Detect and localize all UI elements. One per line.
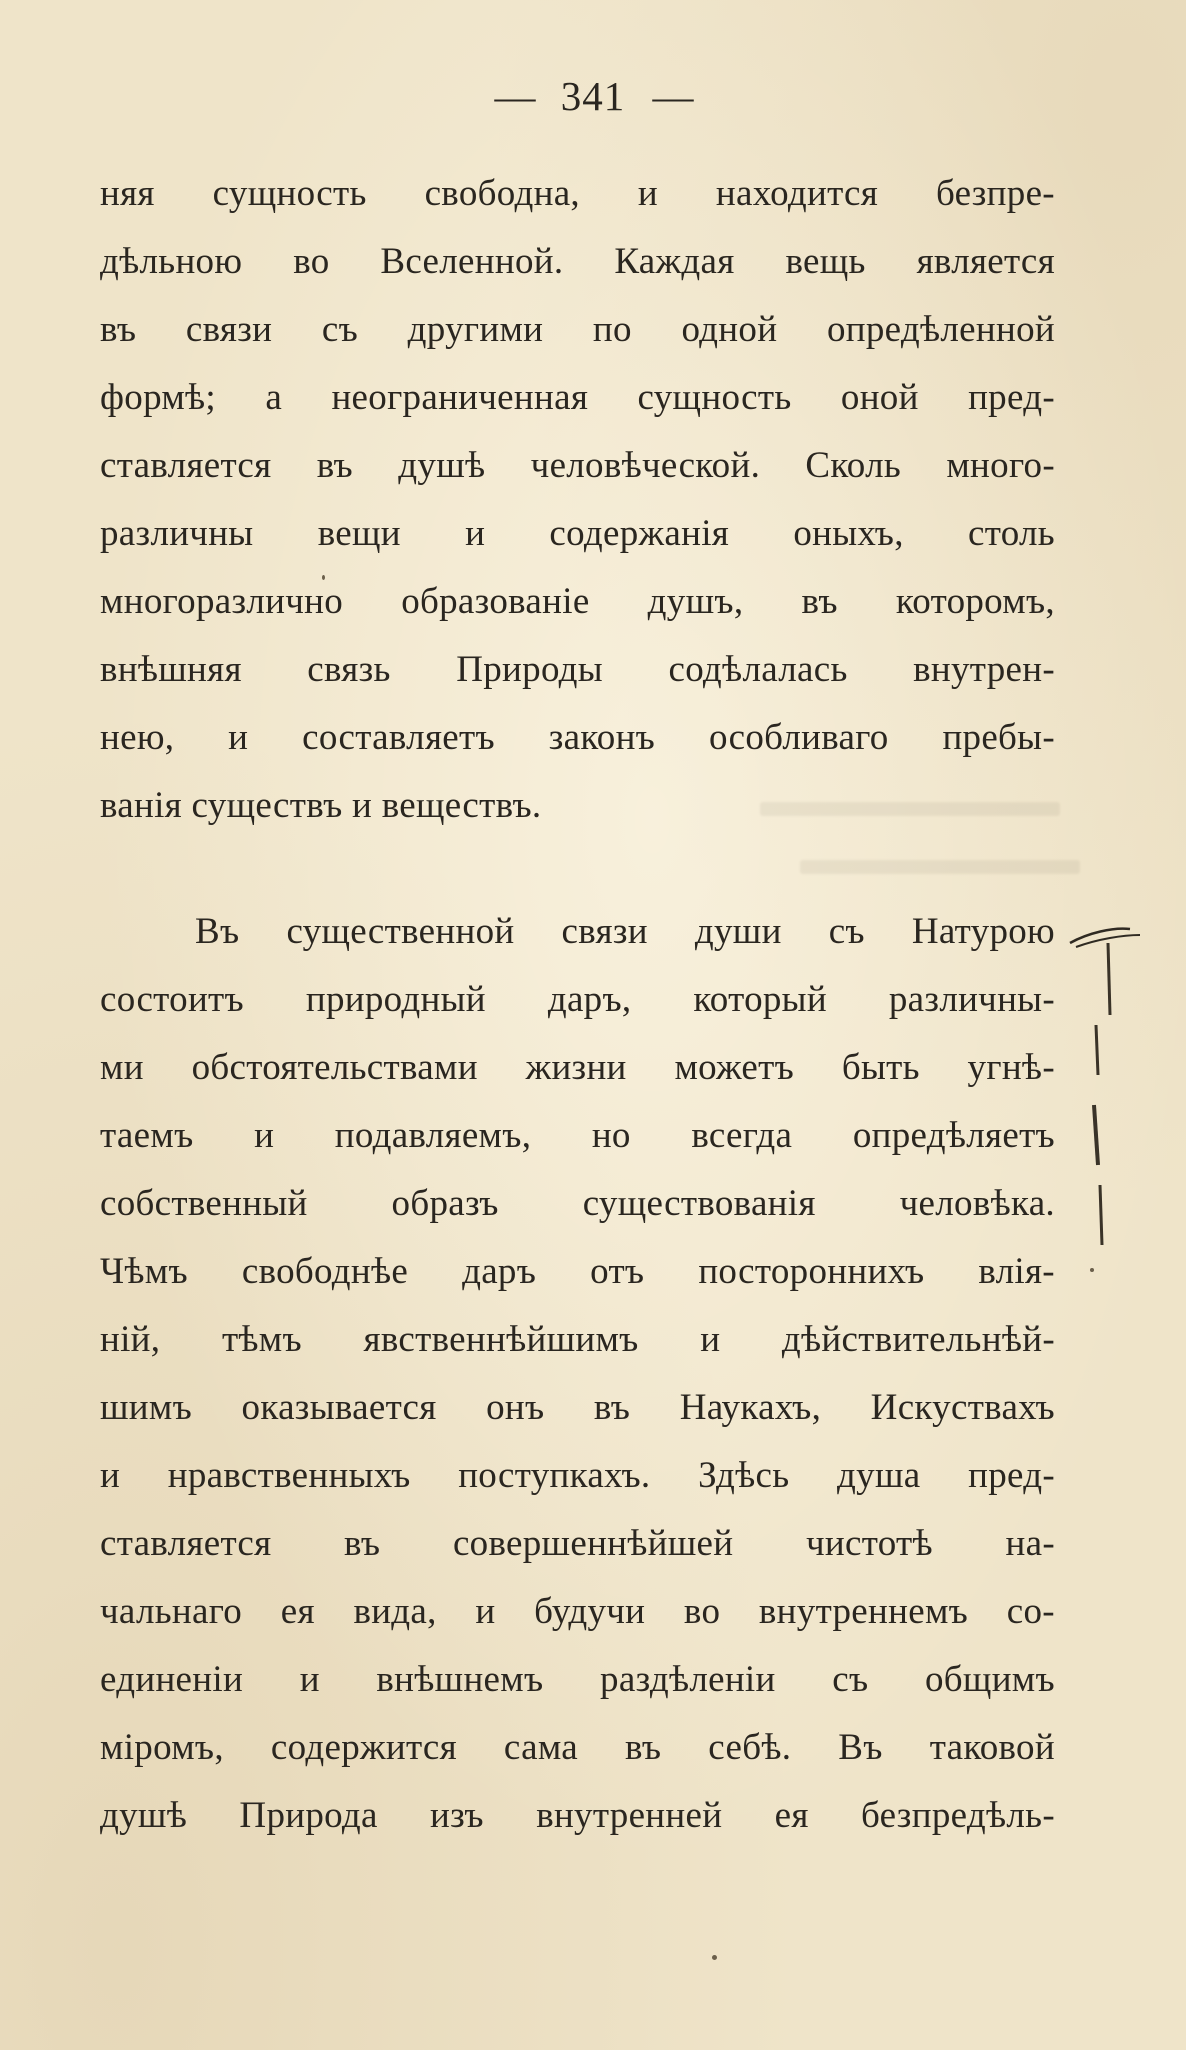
paragraph-1 (100, 160, 1055, 840)
page-number: 341 (560, 73, 626, 119)
text-line: и нравственныхъ поступкахъ. Здѣсь душа пред- (100, 1455, 1055, 1496)
text-line: Въ существенной связи души съ Натурою (195, 911, 1055, 952)
margin-bracket-icon (1068, 905, 1158, 1265)
text-line: формѣ; а неограниченная сущность оной пред- (100, 377, 1055, 418)
text-line: таемъ и подавляемъ, но всегда опредѣляетъ (100, 1115, 1055, 1156)
text-line: собственный образъ существованія человѣка. (100, 1183, 1055, 1224)
text-line: ванія существъ и веществъ. (100, 785, 542, 826)
text-line: ми обстоятельствами жизни можетъ быть угнѣ- (100, 1047, 1055, 1088)
text-line: различны вещи и содержанія оныхъ, столь (100, 513, 1055, 554)
text-line: внѣшняя связь Природы содѣлалась внутрен- (100, 649, 1055, 690)
text-line: чальнаго ея вида, и будучи во внутреннемъ со- (100, 1591, 1055, 1632)
paper-speck (1090, 1268, 1094, 1272)
text-line: душѣ Природа изъ внутренней ея безпредѣль- (100, 1795, 1055, 1836)
text-line: шимъ оказывается онъ въ Наукахъ, Искуствахъ (100, 1387, 1055, 1428)
header-dash-right: — (652, 73, 692, 119)
paper-speck (322, 575, 325, 580)
header-dash-left: — (494, 73, 534, 119)
margin-pencil-mark (1068, 905, 1158, 1265)
text-line: дѣльною во Вселенной. Каждая вещь является (100, 241, 1055, 282)
text-line: міромъ, содержится сама въ себѣ. Въ таковой (100, 1727, 1055, 1768)
text-line: состоитъ природный даръ, который различны- (100, 979, 1055, 1020)
text-line: Чѣмъ свободнѣе даръ отъ постороннихъ влія- (100, 1251, 1055, 1292)
text-line: многоразлично образованіе душъ, въ которомъ, (100, 581, 1055, 622)
paper-speck (712, 1955, 717, 1960)
paragraph-2 (100, 898, 1055, 1850)
text-line: ній, тѣмъ явственнѣйшимъ и дѣйствительнѣй- (100, 1319, 1055, 1360)
text-line: единеніи и внѣшнемъ раздѣленіи съ общимъ (100, 1659, 1055, 1700)
text-line: няя сущность свободна, и находится безпре- (100, 173, 1055, 214)
page-header (0, 72, 1186, 120)
text-line: нею, и составляетъ законъ особливаго пребы- (100, 717, 1055, 758)
text-line: въ связи съ другими по одной опредѣленной (100, 309, 1055, 350)
text-line: ставляется въ душѣ человѣческой. Сколь много- (100, 445, 1055, 486)
text-line: ставляется въ совершеннѣйшей чистотѣ на- (100, 1523, 1055, 1564)
